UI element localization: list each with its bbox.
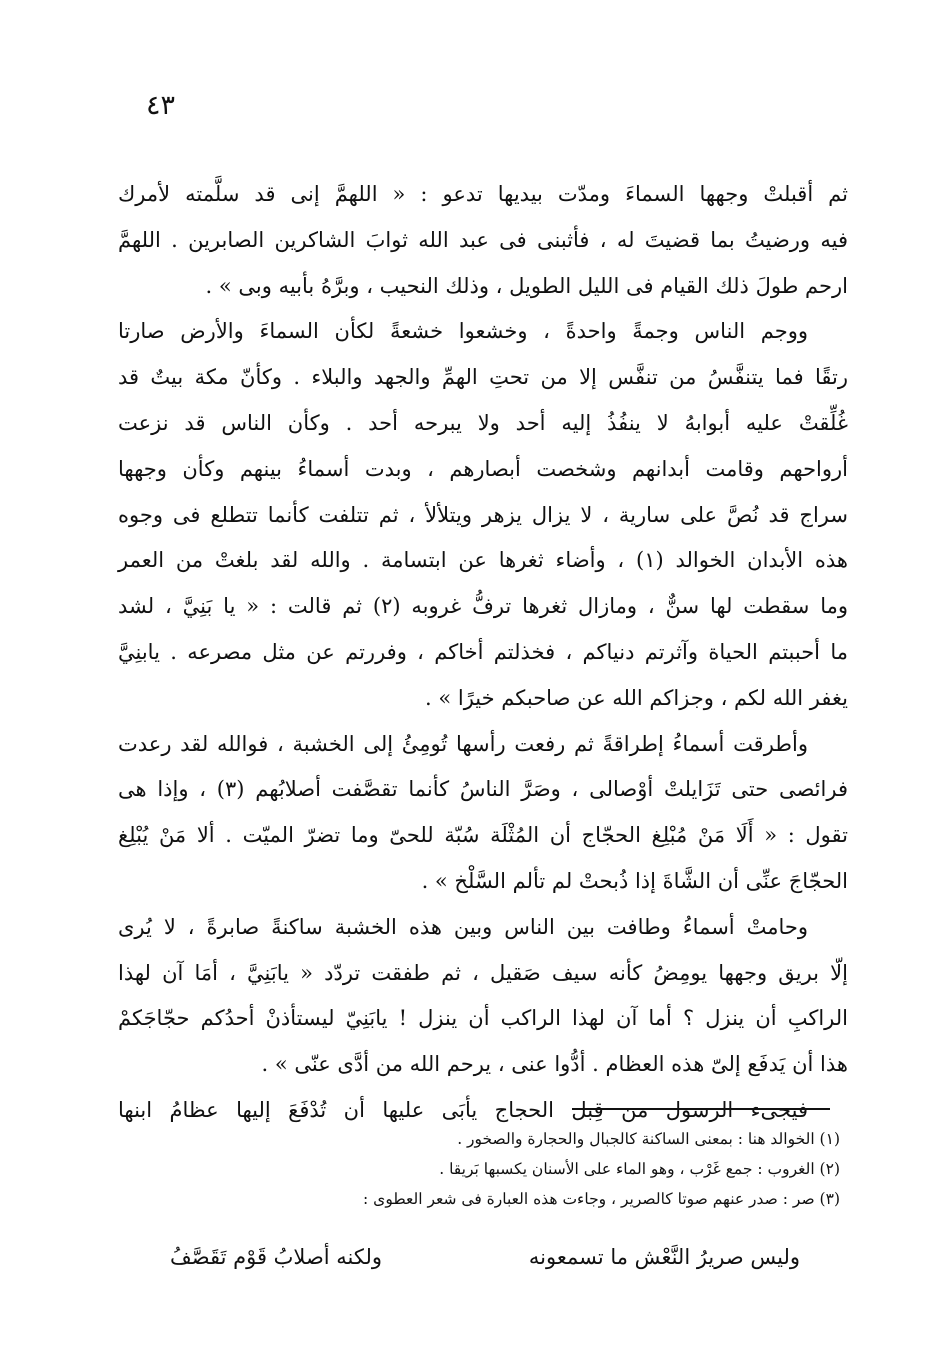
text-line: أرواحهم وقامت أبدانهم وشخصت أبصارهم ، وبدت أسماءُ بينهم وكأن وجهها [118,456,848,481]
text-line: هذه الأبدان الخوالد (١) ، وأضاء ثغرها عن ابتسامة . والله لقد بلغتْ من العمر [118,548,848,573]
text-line: الحجّاجَ عنِّى أن الشَّاةَ إذا ذُبحتْ لم تألم السَّلْخ » . [421,868,848,893]
footnotes [150,1124,840,1214]
text-line: هذا أن يَدفَع إلىّ هذه العظام . أدُّوا عنى ، يرحم الله من أدَّى عنّى » . [261,1052,848,1077]
text-line: الراكبِ أن ينزل ؟ أما آن لهذا الراكب أن ينزل ! يابَنِيّ ليستأذنْ أحدُكم حجّاجَكمْ [118,1006,848,1031]
text-line: ما أحببتم الحياة وآثرتم دنياكم ، فخذلتم أخاكم ، وفررتم عن مثل مصرعه . يابنِيَّ [118,639,848,664]
poetry-verse [170,1232,800,1282]
text-line: ثم أقبلتْ وجهها السماءَ ومدّت بيديها تدعو : « اللهمَّ إنى قد سلَّمته لأمرك [118,182,848,206]
verse-first-hemistich: وليس صريرُ النَّعْش ما تسمعونه [528,1245,800,1269]
text-line: سراج قد نُصَّ على سارية ، لا يزال يزهر ويتلألأ ، ثم تتلفت كأنما تتطلع فى وجوه [118,502,848,527]
text-line: رتقًا فما يتنفَّسُ من تنفَّس إلا من تحتِ الهمِّ والجهد والبلاء . وكأنّ مكة بيتٌ قد [118,365,848,390]
page-number: ٤٣ [146,90,176,121]
text-line: تقول : « أَلَا مَنْ مُبْلِغ الحجّاج أن المُثْلَة سُبّة للحىّ وما تضرّ الميّت . ألا مَنْ يُبْلِغ [118,823,848,848]
main-text [118,172,848,1134]
footnote-2: (٢) الغروب : جمع غَرْب ، وهو الماء على الأسنان يكسبها بَريقا . [439,1160,840,1178]
footnote-separator [572,1108,830,1110]
text-line: فرائصى حتى تَزَايلتْ أوْصالى ، وصَرَّ الناسُ كأنما تقصَّفت أصلابُهم (٣) ، وإذا هى [118,777,848,802]
text-line: ووجم الناس وجمةً واحدةً ، وخشعوا خشعةً لكأن السماءَ والأرض صارتا [118,319,808,344]
text-line: وحامتْ أسماءُ وطافت بين الناس وبين هذه الخشبة ساكنةً صابرةً ، لا يُرى [118,914,808,939]
footnote-3: (٣) صر : صدر عنهم صوتا كالصرير ، وجاءت هذه العبارة فى شعر العطوى : [363,1190,840,1208]
text-line: ارحم طولَ ذلك القيام فى الليل الطويل ، وذلك النحيب ، وبرَّهُ بأبيه وبى » . [205,273,848,298]
text-line: غُلِّقتْ عليه أبوابهُ لا ينفُذُ إليه أحد ولا يبرحه أحد . وكأن الناس قد نزعت [118,410,848,435]
text-line: إلّا بريق وجهها يومِضُ كأنه سيف صَقيل ، ثم طفقت تردّد « يابَنِيَّ ، أمَا آن لهذا [118,960,848,985]
text-line: يغفر الله لكم ، وجزاكم الله عن صاحبكم خيرًا » . [425,685,848,710]
text-line: فيه ورضيتُ بما قضيتَ له ، فأثبنى فى عبد الله ثوابَ الشاكرين الصابرين . اللهمَّ [118,227,848,252]
text-line: وما سقطت لها سنٌّ ، ومازال ثغرها ترفُّ غروبه (٢) ثم قالت : « يا بَنِيَّ ، لشد [118,594,848,619]
text-line: فيجىء الرسول من قِبل الحجاج يأبَى عليها أن تُدْفَعَ إليها عظامُ ابنها [118,1097,808,1122]
text-line: وأطرقت أسماءُ إطراقةً ثم رفعت رأسها تُومِئُ إلى الخشبة ، فوالله لقد رعدت [118,731,808,756]
footnote-1: (١) الخوالد هنا : بمعنى الساكنة كالجبال والحجارة والصخور . [457,1130,840,1148]
verse-second-hemistich: ولكنه أصلابُ قَوْم تَقَصَّفُ [170,1245,383,1269]
